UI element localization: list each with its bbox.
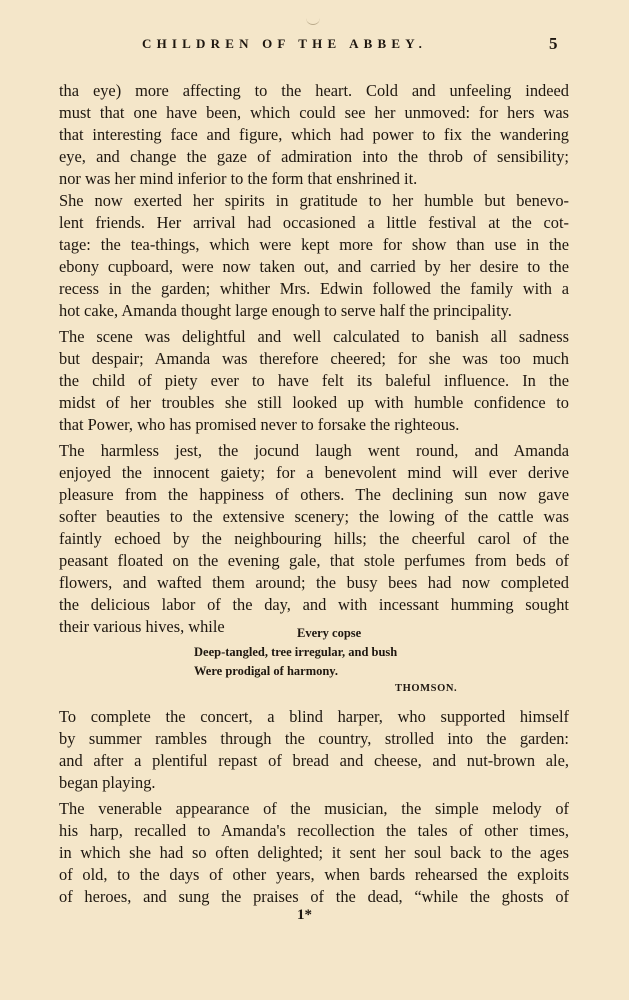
text-line: eye, and change the gaze of admiration into the throb of sensibility; bbox=[59, 147, 569, 166]
page-ornament bbox=[306, 18, 320, 25]
text-line: enjoyed the innocent gaiety; for a benevolent mind will ever derive bbox=[59, 463, 569, 482]
verse-quotation bbox=[194, 624, 494, 681]
text-line: that interesting face and figure, which had power to fix the wandering bbox=[59, 125, 569, 144]
text-line: To complete the concert, a blind harper, who supported himself bbox=[59, 707, 569, 726]
text-line: must that one have been, which could see her unmoved: for hers was bbox=[59, 103, 569, 122]
text-line: in which she had so often delighted; it sent her soul back to the ages bbox=[59, 843, 569, 862]
text-line: their various hives, while bbox=[59, 617, 225, 636]
verse-line: Deep-tangled, tree irregular, and bush bbox=[194, 645, 398, 659]
text-line: softer beauties to the extensive scenery; the lowing of the cattle was bbox=[59, 507, 569, 526]
running-head bbox=[0, 36, 629, 56]
text-line: The venerable appearance of the musician, the simple melody of bbox=[59, 799, 569, 818]
body-text-upper bbox=[59, 80, 569, 638]
text-line: recess in the garden; whither Mrs. Edwin followed the family with a bbox=[59, 279, 569, 298]
text-line: tage: the tea-things, which were kept more for show than use in the bbox=[59, 235, 569, 254]
text-line: lent friends. Her arrival had occasioned a little festival at the cot- bbox=[59, 213, 569, 232]
text-line: and after a plentiful repast of bread and cheese, and nut-brown ale, bbox=[59, 751, 569, 770]
text-line: the delicious labor of the day, and with incessant humming sought bbox=[59, 595, 569, 614]
text-line: She now exerted her spirits in gratitude to her humble but benevo- bbox=[59, 191, 569, 210]
text-line: flowers, and wafted them around; the busy bees had now completed bbox=[59, 573, 569, 592]
text-line: pleasure from the happiness of others. The declining sun now gave bbox=[59, 485, 569, 504]
verse-line: Were prodigal of harmony. bbox=[194, 664, 338, 678]
text-line: The scene was delightful and well calculated to banish all sadness bbox=[59, 327, 569, 346]
running-title: CHILDREN OF THE ABBEY. bbox=[142, 36, 428, 51]
text-line: by summer rambles through the country, strolled into the garden: bbox=[59, 729, 569, 748]
text-line: nor was her mind inferior to the form that enshrined it. bbox=[59, 169, 418, 188]
verse-attribution: THOMSON. bbox=[395, 683, 458, 694]
text-line: peasant floated on the evening gale, that stole perfumes from beds of bbox=[59, 551, 569, 570]
text-line: but despair; Amanda was therefore cheered; for she was too much bbox=[59, 349, 569, 368]
text-line: faintly echoed by the neighbouring hills; the cheerful carol of the bbox=[59, 529, 569, 548]
text-line: tha eye) more affecting to the heart. Cold and unfeeling indeed bbox=[59, 81, 569, 100]
text-line: hot cake, Amanda thought large enough to serve half the principality. bbox=[59, 301, 512, 320]
text-line: midst of her troubles she still looked up with humble confidence to bbox=[59, 393, 569, 412]
text-line: The harmless jest, the jocund laugh went round, and Amanda bbox=[59, 441, 569, 460]
text-line: that Power, who has promised never to forsake the righteous. bbox=[59, 415, 460, 434]
verse-line: Every copse bbox=[297, 626, 362, 640]
page-number: 5 bbox=[549, 34, 558, 53]
text-line: of old, to the days of other years, when bards rehearsed the exploits bbox=[59, 865, 569, 884]
text-line: his harp, recalled to Amanda's recollection the tales of other times, bbox=[59, 821, 569, 840]
signature-mark: 1* bbox=[297, 907, 312, 923]
text-line: ebony cupboard, were now taken out, and carried by her desire to the bbox=[59, 257, 569, 276]
text-line: the child of piety ever to have felt its baleful influence. In the bbox=[59, 371, 569, 390]
text-line: began playing. bbox=[59, 773, 156, 792]
text-line: of heroes, and sung the praises of the dead, “while the ghosts of bbox=[59, 887, 569, 906]
body-text-lower bbox=[59, 706, 569, 908]
